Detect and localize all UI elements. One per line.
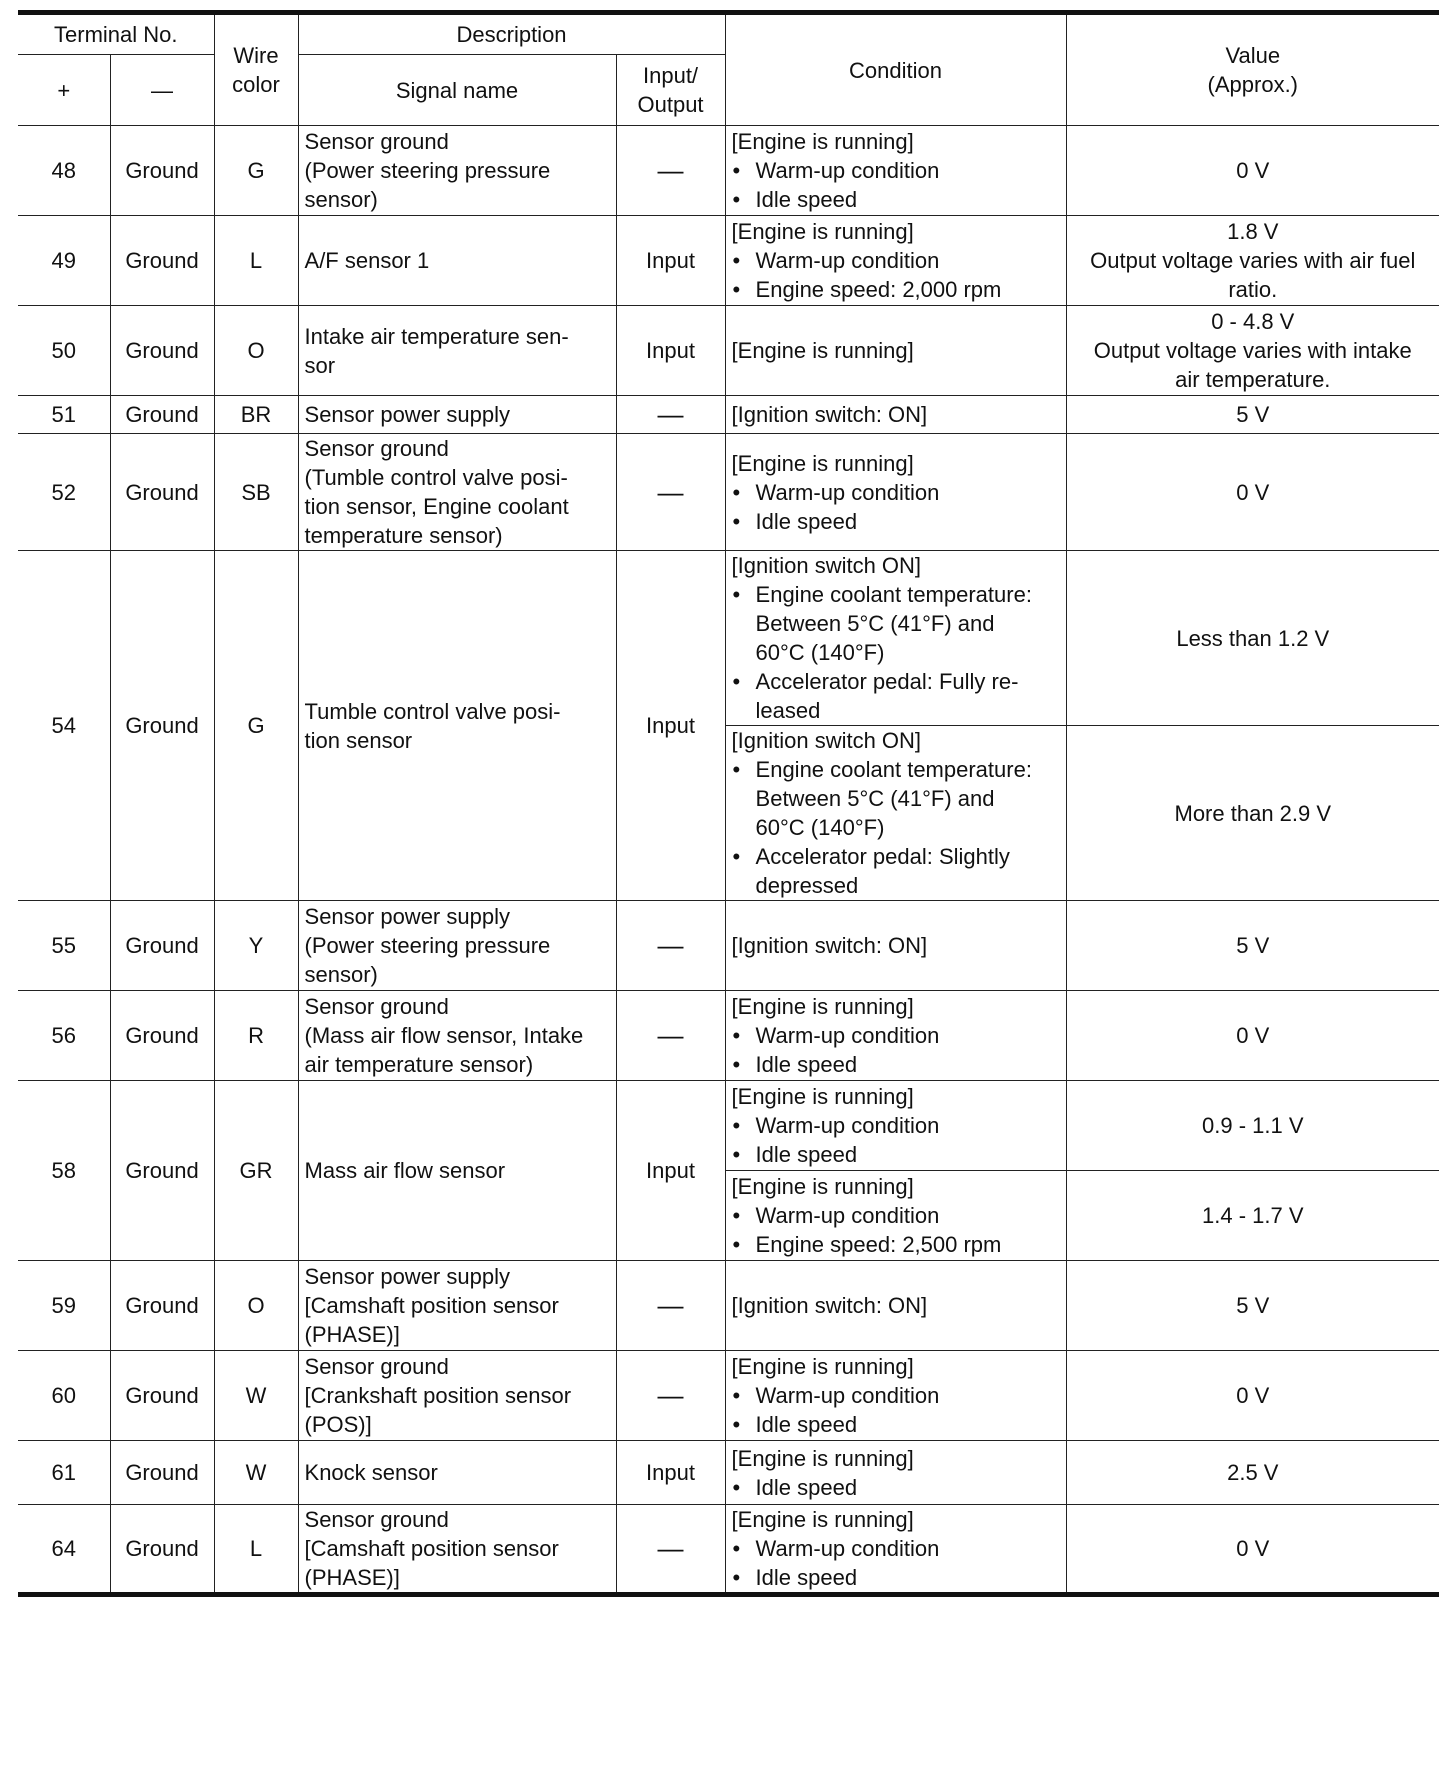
table-row bbox=[18, 216, 1439, 306]
condition-cell bbox=[725, 1351, 1066, 1441]
terminal-minus-cell: Ground bbox=[110, 991, 214, 1081]
value-cell bbox=[1066, 1081, 1439, 1171]
condition-bullet bbox=[732, 478, 1060, 507]
condition-bullet bbox=[732, 667, 1060, 725]
value-line: 0 V bbox=[1236, 158, 1270, 183]
condition-cell bbox=[725, 726, 1066, 901]
condition-heading: [Ignition switch: ON] bbox=[731, 1293, 928, 1318]
terminal-plus-cell: 49 bbox=[18, 216, 110, 306]
signal-name-line: Intake air temperature sen- bbox=[304, 323, 569, 349]
terminal-plus-cell: 60 bbox=[18, 1351, 110, 1441]
table-row bbox=[18, 434, 1439, 551]
condition-bullet-line: • Accelerator pedal: Fully re- bbox=[755, 669, 1019, 694]
wire-color-cell: W bbox=[214, 1351, 298, 1441]
table-row bbox=[18, 1441, 1439, 1505]
terminal-plus-cell: 61 bbox=[18, 1441, 110, 1505]
condition-bullet-line: • Idle speed bbox=[755, 1052, 858, 1077]
input-output-cell: — bbox=[616, 1505, 725, 1595]
signal-name-line: Tumble control valve posi- bbox=[304, 698, 561, 724]
condition-bullet bbox=[732, 1140, 1060, 1169]
condition-bullet-line: • Warm-up condition bbox=[755, 479, 940, 505]
header-input-output bbox=[616, 55, 725, 126]
condition-bullet-line: • Warm-up condition bbox=[755, 1023, 940, 1048]
signal-name-line: [Crankshaft position sensor bbox=[304, 1383, 572, 1408]
header-value-line: Value bbox=[1225, 43, 1281, 68]
condition-heading: [Engine is running] bbox=[731, 219, 914, 244]
condition-bullet-line: • Engine speed: 2,500 rpm bbox=[755, 1232, 1002, 1257]
terminal-minus-cell: Ground bbox=[110, 1351, 214, 1441]
header-io-line: Output bbox=[637, 92, 704, 117]
value-cell bbox=[1066, 1441, 1439, 1505]
terminal-plus-cell: 51 bbox=[18, 396, 110, 434]
signal-name-cell bbox=[298, 434, 616, 551]
signal-name-line: Sensor ground bbox=[304, 436, 449, 461]
condition-cell bbox=[725, 1081, 1066, 1171]
condition-bullet bbox=[732, 1410, 1060, 1439]
terminal-minus-cell: Ground bbox=[110, 901, 214, 991]
signal-name-line: (POS)] bbox=[304, 1412, 372, 1437]
condition-heading: [Engine is running] bbox=[731, 1174, 914, 1199]
condition-bullet bbox=[732, 185, 1060, 214]
input-output-cell: Input bbox=[616, 1441, 725, 1505]
signal-name-line: (PHASE)] bbox=[304, 1565, 400, 1590]
input-output-cell: Input bbox=[616, 1081, 725, 1261]
signal-name-cell bbox=[298, 1505, 616, 1595]
terminal-minus-cell: Ground bbox=[110, 306, 214, 396]
condition-bullet bbox=[732, 275, 1060, 304]
condition-cell bbox=[725, 991, 1066, 1081]
header-row-top bbox=[18, 13, 1439, 55]
table-row bbox=[18, 396, 1439, 434]
terminal-minus-cell: Ground bbox=[110, 551, 214, 901]
signal-name-line: temperature sensor) bbox=[304, 523, 503, 548]
condition-bullet-line: • Idle speed bbox=[755, 1565, 858, 1590]
condition-bullet-line: • Warm-up condition bbox=[755, 1536, 940, 1561]
wire-color-cell: O bbox=[214, 306, 298, 396]
condition-bullet bbox=[732, 1050, 1060, 1079]
table-row bbox=[18, 126, 1439, 216]
condition-bullet-line: • Warm-up condition bbox=[755, 1203, 940, 1228]
condition-bullet bbox=[732, 842, 1060, 900]
condition-cell bbox=[725, 551, 1066, 726]
table-row bbox=[18, 1081, 1439, 1171]
wire-color-cell: R bbox=[214, 991, 298, 1081]
terminal-minus-cell: Ground bbox=[110, 1441, 214, 1505]
value-line: Output voltage varies with intake bbox=[1093, 338, 1412, 363]
condition-bullet-line: • Warm-up condition bbox=[755, 1383, 940, 1408]
terminal-minus-cell: Ground bbox=[110, 126, 214, 216]
condition-cell bbox=[725, 1261, 1066, 1351]
condition-heading: [Ignition switch ON] bbox=[731, 728, 922, 753]
header-wire-color bbox=[214, 13, 298, 126]
value-line: ratio. bbox=[1228, 277, 1278, 302]
condition-heading: [Ignition switch ON] bbox=[731, 553, 922, 578]
signal-name-line: [Camshaft position sensor bbox=[304, 1293, 559, 1318]
wire-color-cell: G bbox=[214, 551, 298, 901]
value-line: 5 V bbox=[1236, 1293, 1270, 1318]
signal-name-line: tion sensor bbox=[304, 727, 413, 753]
value-line: 1.4 - 1.7 V bbox=[1202, 1203, 1304, 1228]
header-condition: Condition bbox=[725, 13, 1066, 126]
condition-heading: [Engine is running] bbox=[731, 1445, 914, 1471]
condition-heading: [Engine is running] bbox=[731, 338, 914, 363]
value-cell bbox=[1066, 396, 1439, 434]
terminal-plus-cell: 64 bbox=[18, 1505, 110, 1595]
terminal-plus-cell: 52 bbox=[18, 434, 110, 551]
condition-bullet-line: • Warm-up condition bbox=[755, 1113, 940, 1138]
condition-heading: [Engine is running] bbox=[731, 994, 914, 1019]
wire-color-cell: GR bbox=[214, 1081, 298, 1261]
condition-cell bbox=[725, 126, 1066, 216]
table-row bbox=[18, 991, 1439, 1081]
condition-cell bbox=[725, 901, 1066, 991]
input-output-cell: Input bbox=[616, 551, 725, 901]
condition-bullet-line: 60°C (140°F) bbox=[755, 640, 885, 665]
header-plus: + bbox=[18, 55, 110, 126]
value-cell bbox=[1066, 306, 1439, 396]
signal-name-line: Knock sensor bbox=[304, 1460, 438, 1485]
header-minus: — bbox=[110, 55, 214, 126]
condition-bullet-line: 60°C (140°F) bbox=[755, 815, 885, 840]
value-line: 2.5 V bbox=[1227, 1460, 1279, 1485]
condition-bullet bbox=[732, 507, 1060, 536]
wire-color-cell: L bbox=[214, 1505, 298, 1595]
signal-name-line: sensor) bbox=[304, 187, 378, 212]
condition-bullet-line: • Accelerator pedal: Slightly bbox=[755, 844, 1010, 869]
signal-name-line: [Camshaft position sensor bbox=[304, 1536, 559, 1561]
table-row bbox=[18, 306, 1439, 396]
condition-cell bbox=[725, 1441, 1066, 1505]
table-row bbox=[18, 1505, 1439, 1595]
input-output-cell: — bbox=[616, 991, 725, 1081]
condition-bullet bbox=[732, 1201, 1060, 1230]
wire-color-cell: Y bbox=[214, 901, 298, 991]
table-row bbox=[18, 1351, 1439, 1441]
value-line: 0 V bbox=[1236, 479, 1270, 505]
condition-cell bbox=[725, 434, 1066, 551]
terminal-minus-cell: Ground bbox=[110, 396, 214, 434]
signal-name-line: Sensor power supply bbox=[304, 402, 510, 427]
condition-bullet bbox=[732, 1534, 1060, 1563]
value-cell bbox=[1066, 551, 1439, 726]
signal-name-cell bbox=[298, 216, 616, 306]
value-line: 0.9 - 1.1 V bbox=[1202, 1113, 1304, 1138]
wire-color-cell: BR bbox=[214, 396, 298, 434]
value-cell bbox=[1066, 991, 1439, 1081]
condition-heading: [Engine is running] bbox=[731, 129, 914, 154]
condition-bullet-line: leased bbox=[755, 698, 821, 723]
signal-name-line: Sensor ground bbox=[304, 994, 449, 1019]
condition-bullet-line: depressed bbox=[755, 873, 859, 898]
condition-cell bbox=[725, 216, 1066, 306]
input-output-cell: — bbox=[616, 1261, 725, 1351]
value-line: Output voltage varies with air fuel bbox=[1090, 248, 1416, 273]
signal-name-cell bbox=[298, 396, 616, 434]
signal-name-cell bbox=[298, 1261, 616, 1351]
value-line: air temperature. bbox=[1175, 367, 1331, 392]
header-description: Description bbox=[298, 13, 725, 55]
terminal-minus-cell: Ground bbox=[110, 1261, 214, 1351]
condition-cell bbox=[725, 306, 1066, 396]
signal-name-line: air temperature sensor) bbox=[304, 1052, 534, 1077]
signal-name-cell bbox=[298, 306, 616, 396]
signal-name-cell bbox=[298, 551, 616, 901]
value-cell bbox=[1066, 726, 1439, 901]
input-output-cell: — bbox=[616, 396, 725, 434]
condition-heading: [Engine is running] bbox=[731, 450, 914, 476]
condition-bullet bbox=[732, 1473, 1060, 1502]
signal-name-line: Sensor ground bbox=[304, 129, 449, 154]
header-value-line: (Approx.) bbox=[1207, 72, 1299, 97]
condition-heading: [Ignition switch: ON] bbox=[731, 933, 928, 958]
signal-name-line: Sensor ground bbox=[304, 1507, 449, 1532]
table-row bbox=[18, 901, 1439, 991]
ecm-terminal-table bbox=[18, 10, 1439, 1597]
terminal-minus-cell: Ground bbox=[110, 1081, 214, 1261]
condition-heading: [Engine is running] bbox=[731, 1507, 914, 1532]
value-line: 1.8 V bbox=[1227, 219, 1279, 244]
condition-bullet-line: • Idle speed bbox=[755, 1412, 858, 1437]
terminal-minus-cell: Ground bbox=[110, 434, 214, 551]
signal-name-cell bbox=[298, 991, 616, 1081]
condition-bullet bbox=[732, 1563, 1060, 1592]
terminal-plus-cell: 54 bbox=[18, 551, 110, 901]
wire-color-cell: G bbox=[214, 126, 298, 216]
ecm-terminal-page bbox=[18, 10, 1439, 1597]
signal-name-cell bbox=[298, 901, 616, 991]
condition-bullet bbox=[732, 1230, 1060, 1259]
condition-bullet bbox=[732, 755, 1060, 842]
input-output-cell: — bbox=[616, 1351, 725, 1441]
signal-name-cell bbox=[298, 1081, 616, 1261]
condition-bullet-line: Between 5°C (41°F) and bbox=[755, 786, 995, 811]
signal-name-line: (Tumble control valve posi- bbox=[304, 465, 568, 490]
condition-heading: [Engine is running] bbox=[731, 1084, 914, 1109]
signal-name-line: (Power steering pressure bbox=[304, 158, 551, 183]
value-cell bbox=[1066, 901, 1439, 991]
input-output-cell: — bbox=[616, 434, 725, 551]
wire-color-cell: O bbox=[214, 1261, 298, 1351]
condition-heading: [Engine is running] bbox=[731, 1354, 914, 1379]
signal-name-line: tion sensor, Engine coolant bbox=[304, 494, 569, 519]
signal-name-line: Sensor ground bbox=[304, 1354, 449, 1379]
value-line: Less than 1.2 V bbox=[1176, 625, 1330, 651]
value-line: 5 V bbox=[1236, 933, 1270, 958]
condition-cell bbox=[725, 1505, 1066, 1595]
input-output-cell: — bbox=[616, 126, 725, 216]
wire-color-cell: W bbox=[214, 1441, 298, 1505]
value-cell bbox=[1066, 1351, 1439, 1441]
header-wire-line: Wire bbox=[233, 43, 279, 68]
condition-bullet-line: • Idle speed bbox=[755, 187, 858, 212]
signal-name-line: (PHASE)] bbox=[304, 1322, 400, 1347]
value-cell bbox=[1066, 1505, 1439, 1595]
condition-bullet-line: • Warm-up condition bbox=[755, 158, 940, 183]
terminal-plus-cell: 59 bbox=[18, 1261, 110, 1351]
value-cell bbox=[1066, 126, 1439, 216]
condition-cell bbox=[725, 1171, 1066, 1261]
table-row bbox=[18, 551, 1439, 726]
table-row bbox=[18, 1261, 1439, 1351]
terminal-plus-cell: 48 bbox=[18, 126, 110, 216]
signal-name-line: A/F sensor 1 bbox=[304, 248, 430, 273]
terminal-plus-cell: 56 bbox=[18, 991, 110, 1081]
condition-bullet-line: • Engine speed: 2,000 rpm bbox=[755, 277, 1002, 302]
condition-bullet-line: • Warm-up condition bbox=[755, 248, 940, 273]
header-io-line: Input/ bbox=[643, 63, 699, 88]
signal-name-line: sensor) bbox=[304, 962, 378, 987]
value-line: 0 V bbox=[1236, 1383, 1270, 1408]
header-terminal-no: Terminal No. bbox=[18, 13, 214, 55]
condition-heading: [Ignition switch: ON] bbox=[731, 402, 928, 427]
input-output-cell: — bbox=[616, 901, 725, 991]
signal-name-line: Mass air flow sensor bbox=[304, 1158, 506, 1183]
terminal-minus-cell: Ground bbox=[110, 1505, 214, 1595]
input-output-cell: Input bbox=[616, 306, 725, 396]
condition-cell bbox=[725, 396, 1066, 434]
signal-name-line: (Mass air flow sensor, Intake bbox=[304, 1023, 584, 1048]
value-line: More than 2.9 V bbox=[1174, 800, 1332, 826]
signal-name-line: sor bbox=[304, 352, 336, 378]
condition-bullet-line: Between 5°C (41°F) and bbox=[755, 611, 995, 636]
terminal-plus-cell: 50 bbox=[18, 306, 110, 396]
terminal-minus-cell: Ground bbox=[110, 216, 214, 306]
condition-bullet-line: • Engine coolant temperature: bbox=[755, 582, 1032, 607]
condition-bullet bbox=[732, 1381, 1060, 1410]
value-line: 0 V bbox=[1236, 1536, 1270, 1561]
condition-bullet bbox=[732, 246, 1060, 275]
condition-bullet bbox=[732, 580, 1060, 667]
signal-name-cell bbox=[298, 1441, 616, 1505]
terminal-plus-cell: 55 bbox=[18, 901, 110, 991]
wire-color-cell: L bbox=[214, 216, 298, 306]
value-line: 0 - 4.8 V bbox=[1211, 309, 1295, 334]
condition-bullet-line: • Idle speed bbox=[755, 508, 858, 534]
condition-bullet-line: • Engine coolant temperature: bbox=[755, 757, 1032, 782]
terminal-plus-cell: 58 bbox=[18, 1081, 110, 1261]
condition-bullet bbox=[732, 1111, 1060, 1140]
wire-color-cell: SB bbox=[214, 434, 298, 551]
value-cell bbox=[1066, 216, 1439, 306]
header-signal-name: Signal name bbox=[298, 55, 616, 126]
value-line: 0 V bbox=[1236, 1023, 1270, 1048]
signal-name-line: Sensor power supply bbox=[304, 1264, 510, 1289]
table-body bbox=[18, 126, 1439, 1595]
header-value bbox=[1066, 13, 1439, 126]
value-cell bbox=[1066, 434, 1439, 551]
condition-bullet-line: • Idle speed bbox=[755, 1142, 858, 1167]
signal-name-cell bbox=[298, 126, 616, 216]
condition-bullet bbox=[732, 156, 1060, 185]
value-cell bbox=[1066, 1261, 1439, 1351]
input-output-cell: Input bbox=[616, 216, 725, 306]
signal-name-cell bbox=[298, 1351, 616, 1441]
signal-name-line: Sensor power supply bbox=[304, 904, 510, 929]
condition-bullet bbox=[732, 1021, 1060, 1050]
value-cell bbox=[1066, 1171, 1439, 1261]
value-line: 5 V bbox=[1236, 402, 1270, 427]
header-wire-line: color bbox=[232, 72, 280, 97]
condition-bullet-line: • Idle speed bbox=[755, 1474, 858, 1500]
signal-name-line: (Power steering pressure bbox=[304, 933, 551, 958]
